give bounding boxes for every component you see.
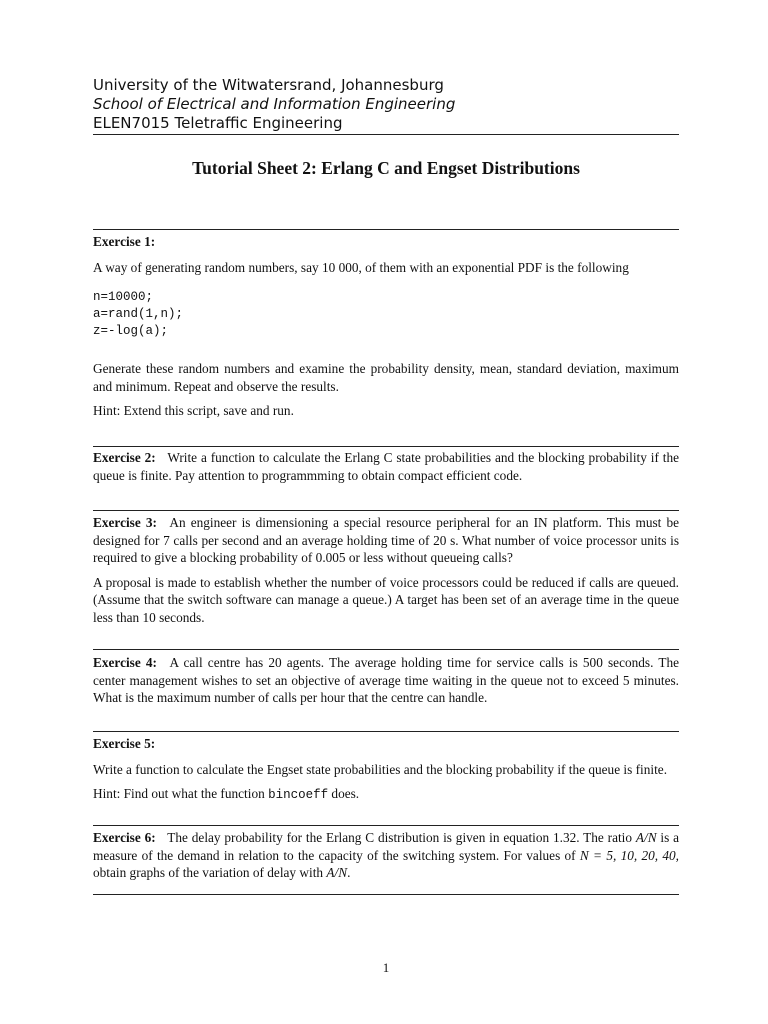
- exercise1-intro: A way of generating random numbers, say 10 000, of them with an exponential PDF is the following: [93, 259, 629, 275]
- exercise5-rule: [93, 731, 679, 732]
- exercise2: [93, 449, 679, 484]
- exercise1-label: Exercise 1:: [93, 234, 156, 249]
- exercise5-label: Exercise 5:: [93, 736, 156, 751]
- exercise5: [93, 735, 679, 805]
- exercise1: [93, 233, 679, 420]
- exercise4-rule: [93, 649, 679, 650]
- exercise5-text: Write a function to calculate the Engset state probabilities and the blocking probability if the queue is finite.: [93, 761, 668, 777]
- hint-suffix: does.: [331, 786, 360, 801]
- exercise1-body: Generate these random numbers and examine the probability density, mean, standard deviation, maximum and minimum. Repeat and observe the results.: [93, 361, 679, 394]
- exercise6-text-c: obtain graphs of the variation of delay with: [93, 865, 324, 880]
- exercise6-text-b: is a measure of the demand in relation to the capacity of the switching system. For values of: [93, 830, 680, 863]
- exercise2-text: Write a function to calculate the Erlang C state probabilities and the blocking probability if the queue is finite. Pay attention to programmming to obtain compact efficient code.: [93, 450, 680, 483]
- page-number: 1: [382, 960, 390, 975]
- closing-rule: [93, 894, 679, 895]
- school-name: School of Electrical and Information Engineering: [93, 95, 456, 113]
- exercise4-label: Exercise 4:: [93, 655, 157, 670]
- exercise2-label: Exercise 2:: [93, 450, 156, 465]
- header-rule: [93, 134, 679, 135]
- code-line: a=rand(1,n);: [93, 307, 184, 321]
- exercise3-text2: A proposal is made to establish whether the number of voice processors could be reduced if calls are queued. (Assume that the switch software can manage a queue.) A target has been set of an average time in the queue less than 10 seconds.: [93, 574, 679, 625]
- exercise6-label: Exercise 6:: [93, 830, 156, 845]
- exercise4: [93, 654, 679, 707]
- exercise5-hint: [93, 785, 679, 805]
- exercise2-rule: [93, 446, 679, 447]
- university-name: University of the Witwatersrand, Johannesburg: [93, 76, 444, 94]
- exercise1-code: [93, 289, 679, 340]
- exercise6-end: .: [347, 865, 351, 880]
- n-values-math: N = 5, 10, 20, 40,: [579, 847, 680, 863]
- exercise1-rule: [93, 229, 679, 230]
- ratio-math-2: A/N: [326, 865, 348, 880]
- exercise6-rule: [93, 825, 679, 826]
- code-line: z=-log(a);: [93, 324, 169, 338]
- exercise3-text1: An engineer is dimensioning a special resource peripheral for an IN platform. This must be designed for 7 calls per second and an average holding time of 20 s. What number of voice processor units is required to give a blocking probability of 0.005 or less without queueing calls?: [93, 515, 680, 565]
- code-line: n=10000;: [93, 290, 154, 304]
- document-header: [93, 76, 679, 133]
- ratio-math: A/N: [635, 830, 657, 845]
- exercise4-text: A call centre has 20 agents. The average holding time for service calls is 500 seconds. The center management wishes to set an objective of average time waiting in the queue not to exceed 5 minutes. What is the maximum number of calls per hour that the centre can handle.: [93, 655, 680, 705]
- exercise3-label: Exercise 3:: [93, 515, 157, 530]
- page-title: Tutorial Sheet 2: Erlang C and Engset Distributions: [192, 158, 580, 178]
- exercise3-rule: [93, 510, 679, 511]
- exercise3: [93, 514, 679, 626]
- exercise6: [93, 829, 679, 882]
- exercise1-hint: Hint: Extend this script, save and run.: [93, 403, 294, 418]
- hint-prefix: Hint: Find out what the function: [93, 786, 265, 801]
- course-name: ELEN7015 Teletraffic Engineering: [93, 114, 343, 132]
- hint-code: bincoeff: [268, 788, 329, 802]
- exercise6-text-a: The delay probability for the Erlang C distribution is given in equation 1.32. The ratio: [167, 830, 633, 845]
